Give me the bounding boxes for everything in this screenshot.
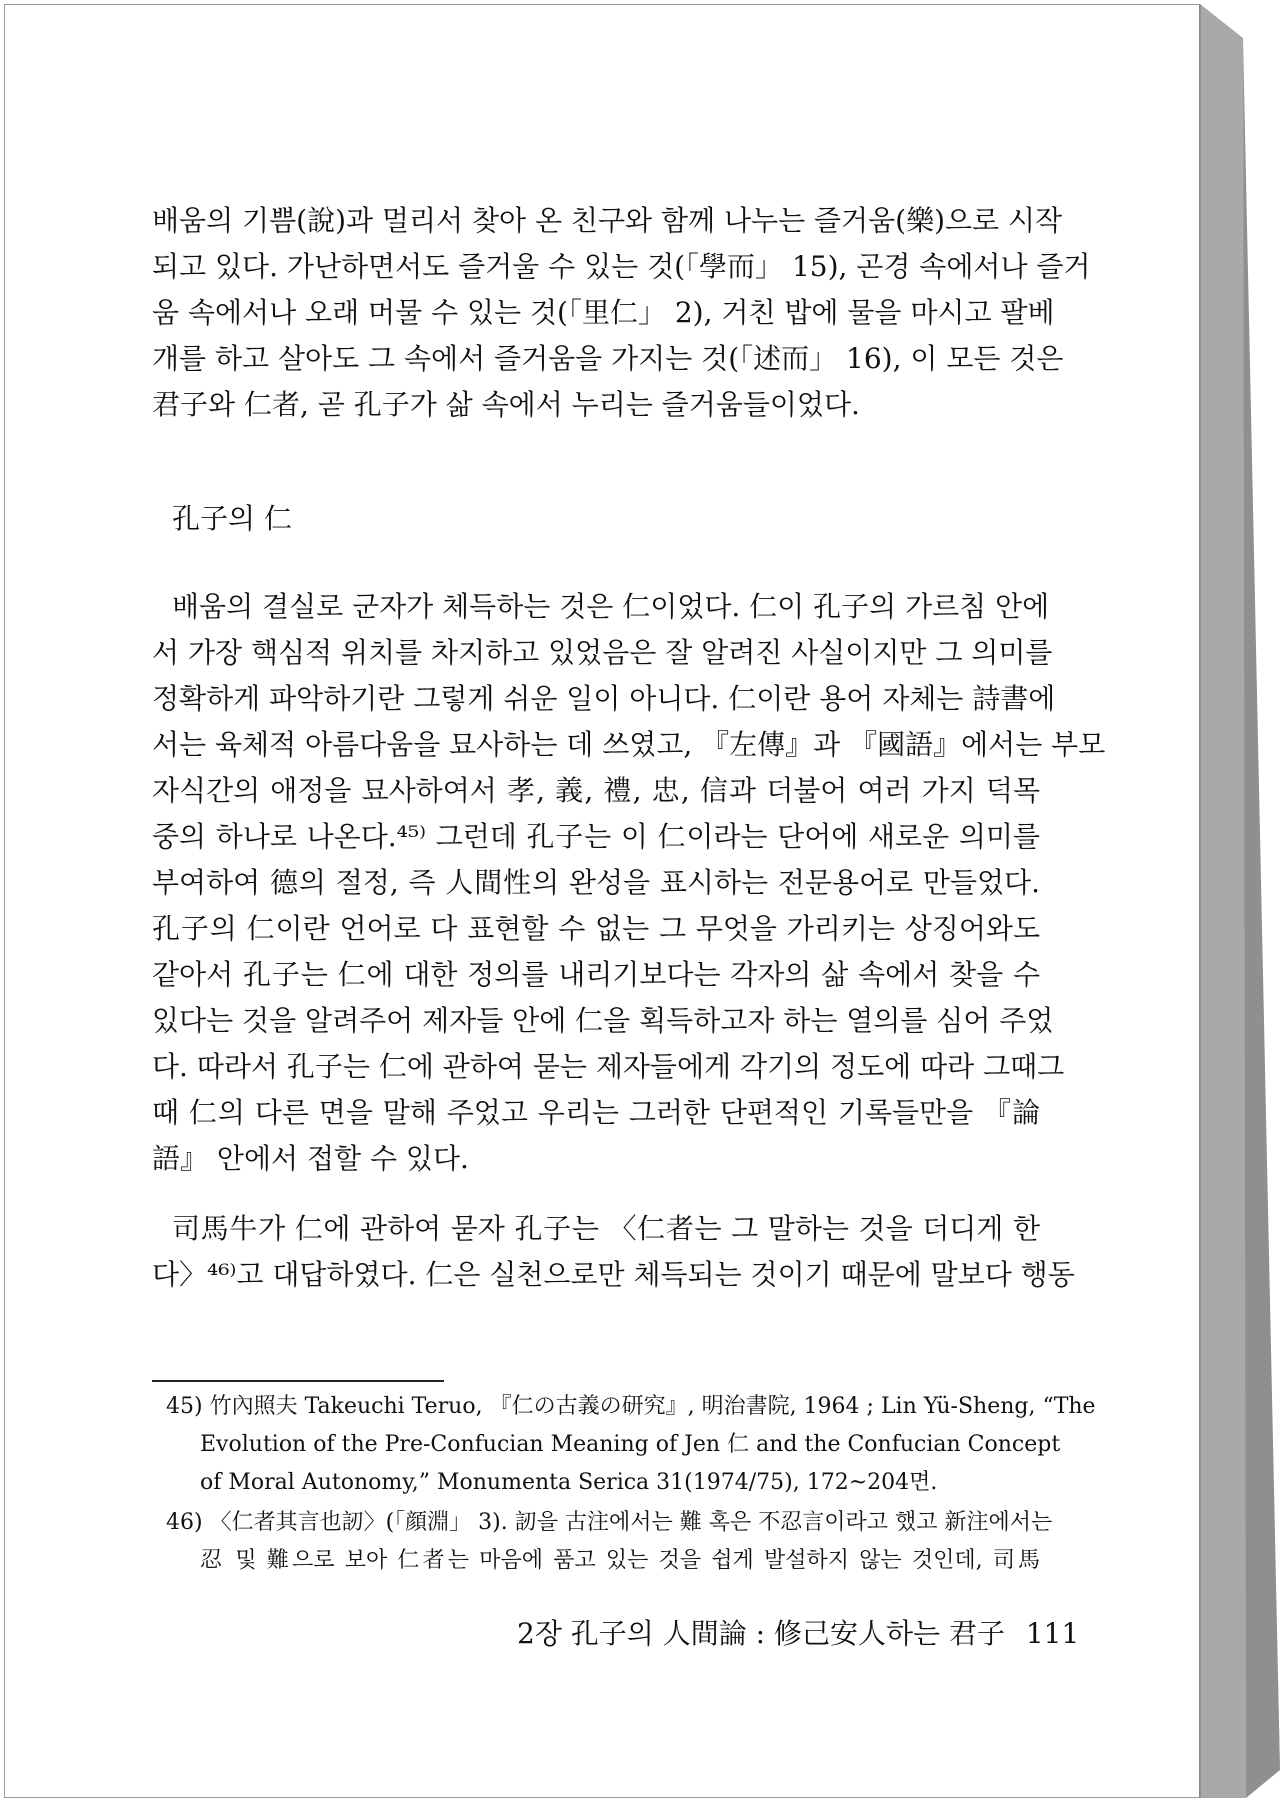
footnote-46 bbox=[166, 1504, 1053, 1580]
text-line: 중의 하나로 나온다.⁴⁵⁾ 그런데 孔子는 이 仁이라는 단어에 새로운 의미를 bbox=[152, 820, 1040, 853]
text-line: 배움의 기쁨(說)과 멀리서 찾아 온 친구와 함께 나누는 즐거움(樂)으로 시작 bbox=[152, 204, 1063, 237]
text-line: 語』 안에서 접할 수 있다. bbox=[152, 1142, 469, 1175]
text-line: 개를 하고 살아도 그 속에서 즐거움을 가지는 것(「述而」 16), 이 모든 것은 bbox=[152, 342, 1064, 375]
text-line: 자식간의 애정을 묘사하여서 孝, 義, 禮, 忠, 信과 더불어 여러 가지 덕목 bbox=[152, 774, 1040, 807]
text-line: 서는 육체적 아름다움을 묘사하는 데 쓰였고, 『左傳』과 『國語』에서는 부모 bbox=[152, 728, 1106, 761]
footnote-45 bbox=[166, 1388, 1096, 1502]
paragraph-3 bbox=[152, 1206, 1075, 1298]
text-line: 孔子의 仁이란 언어로 다 표현할 수 없는 그 무엇을 가리키는 상징어와도 bbox=[152, 912, 1040, 945]
paragraph-1 bbox=[152, 198, 1091, 428]
text-line: 되고 있다. 가난하면서도 즐거울 수 있는 것(「學而」 15), 곤경 속에서나 즐거 bbox=[152, 250, 1091, 283]
text-line: 다. 따라서 孔子는 仁에 관하여 묻는 제자들에게 각기의 정도에 따라 그때그 bbox=[152, 1050, 1065, 1083]
running-head: 2장 孔子의 人間論 : 修己安人하는 君子 bbox=[517, 1617, 1005, 1650]
text-line: 君子와 仁者, 곧 孔子가 삶 속에서 누리는 즐거움들이었다. bbox=[152, 388, 860, 421]
text-line: 움 속에서나 오래 머물 수 있는 것(「里仁」 2), 거친 밥에 물을 마시고 팔베 bbox=[152, 296, 1055, 329]
footnote-divider bbox=[152, 1380, 444, 1382]
footnote-line: Evolution of the Pre-Confucian Meaning of Jen 仁 and the Confucian Concept bbox=[200, 1432, 1061, 1457]
text-line: 서 가장 핵심적 위치를 차지하고 있었음은 잘 알려진 사실이지만 그 의미를 bbox=[152, 636, 1053, 669]
footnote-line: 45) 竹內照夫 Takeuchi Teruo, 『仁の古義の研究』, 明治書院, 1964 ; Lin Yü-Sheng, “The bbox=[166, 1394, 1096, 1419]
paragraph-2 bbox=[152, 584, 1106, 1182]
footnote-line: 忍 및 難으로 보아 仁者는 마음에 품고 있는 것을 쉽게 발설하지 않는 것인데, 司馬 bbox=[200, 1548, 1040, 1573]
page-footer bbox=[517, 1614, 1080, 1654]
text-line: 때 仁의 다른 면을 말해 주었고 우리는 그러한 단편적인 기록들만을 『論 bbox=[152, 1096, 1040, 1129]
text-line: 같아서 孔子는 仁에 대한 정의를 내리기보다는 각자의 삶 속에서 찾을 수 bbox=[152, 958, 1040, 991]
text-line: 다〉⁴⁶⁾고 대답하였다. 仁은 실천으로만 체득되는 것이기 때문에 말보다 행동 bbox=[152, 1258, 1075, 1291]
page-number: 111 bbox=[1025, 1617, 1080, 1650]
text-line: 정확하게 파악하기란 그렇게 쉬운 일이 아니다. 仁이란 용어 자체는 詩書에 bbox=[152, 682, 1056, 715]
footnote-line: 46) 〈仁者其言也訒〉(「顔淵」 3). 訒을 古注에서는 難 혹은 不忍言이라고 했고 新注에서는 bbox=[166, 1510, 1053, 1535]
text-line: 부여하여 德의 절정, 즉 人間性의 완성을 표시하는 전문용어로 만들었다. bbox=[152, 866, 1040, 899]
text-line: 司馬牛가 仁에 관하여 묻자 孔子는 〈仁者는 그 말하는 것을 더디게 한 bbox=[172, 1212, 1040, 1245]
text-line: 있다는 것을 알려주어 제자들 안에 仁을 획득하고자 하는 열의를 심어 주었 bbox=[152, 1004, 1054, 1037]
footnote-line: of Moral Autonomy,” Monumenta Serica 31(1974/75), 172~204면. bbox=[200, 1470, 938, 1495]
section-heading: 孔子의 仁 bbox=[172, 502, 292, 535]
text-line: 배움의 결실로 군자가 체득하는 것은 仁이었다. 仁이 孔子의 가르침 안에 bbox=[172, 590, 1050, 623]
